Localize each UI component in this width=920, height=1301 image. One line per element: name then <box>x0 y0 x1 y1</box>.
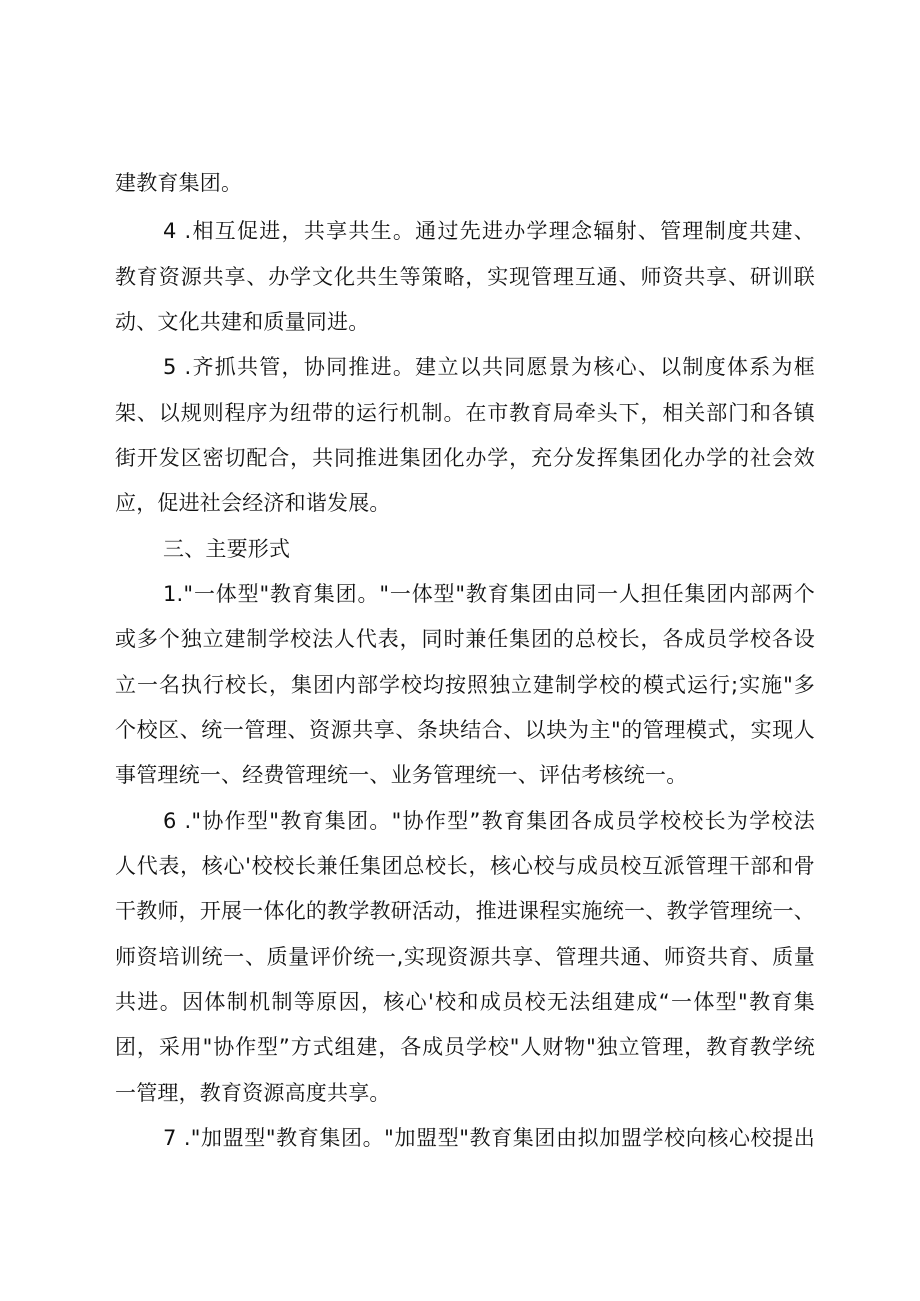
text-line: 架、以规则程序为纽带的运行机制。在市教育局牵头下，相关部门和各镇 <box>115 401 815 425</box>
text-line: 5 .齐抓共管，协同推进。建立以共同愿景为核心、以制度体系为框 <box>163 355 815 379</box>
text-line: 团，采用"协作型”方式组建，各成员学校"人财物"独立管理，教育教学统 <box>115 1035 815 1059</box>
text-line: 4 .相互促进，共享共生。通过先进办学理念辐射、管理制度共建、 <box>163 219 815 243</box>
text-line: 1."一体型"教育集团。"一体型"教育集团由同一人担任集团内部两个 <box>163 582 815 606</box>
text-line: 立一名执行校长，集团内部学校均按照独立建制学校的模式运行;实施"多 <box>115 673 815 697</box>
text-line: 动、文化共建和质量同进。 <box>115 310 370 334</box>
section-heading: 三、主要形式 <box>163 537 291 561</box>
text-line: 事管理统一、经费管理统一、业务管理统一、评估考核统一。 <box>115 763 688 787</box>
text-line: 街开发区密切配合，共同推进集团化办学，充分发挥集团化办学的社会效 <box>115 446 815 470</box>
text-line: 7 ."加盟型"教育集团。"加盟型"教育集团由拟加盟学校向核心校提出 <box>163 1126 815 1150</box>
text-line: 干教师，开展一体化的教学教研活动，推进课程实施统一、教学管理统一、 <box>115 899 815 923</box>
text-line: 师资培训统一、质量评价统一,实现资源共享、管理共通、师资共育、质量 <box>115 945 815 969</box>
text-line: 建教育集团。 <box>115 171 243 195</box>
text-line: 或多个独立建制学校法人代表，同时兼任集团的总校长，各成员学校各设 <box>115 627 815 651</box>
text-line: 教育资源共享、办学文化共生等策略，实现管理互通、师资共享、研训联 <box>115 265 815 289</box>
text-line: 共进。因体制机制等原因，核心'校和成员校无法组建成“一体型"教育集 <box>115 990 815 1014</box>
text-line: 应，促进社会经济和谐发展。 <box>115 491 391 515</box>
text-line: 个校区、统一管理、资源共享、条块结合、以块为主"的管理模式，实现人 <box>115 718 815 742</box>
text-line: 6 ."协作型"教育集团。"协作型”教育集团各成员学校校长为学校法 <box>163 809 815 833</box>
text-line: 人代表，核心'校校长兼任集团总校长，核心校与成员校互派管理干部和骨 <box>115 854 815 878</box>
text-line: 一管理，教育资源高度共享。 <box>115 1081 391 1105</box>
